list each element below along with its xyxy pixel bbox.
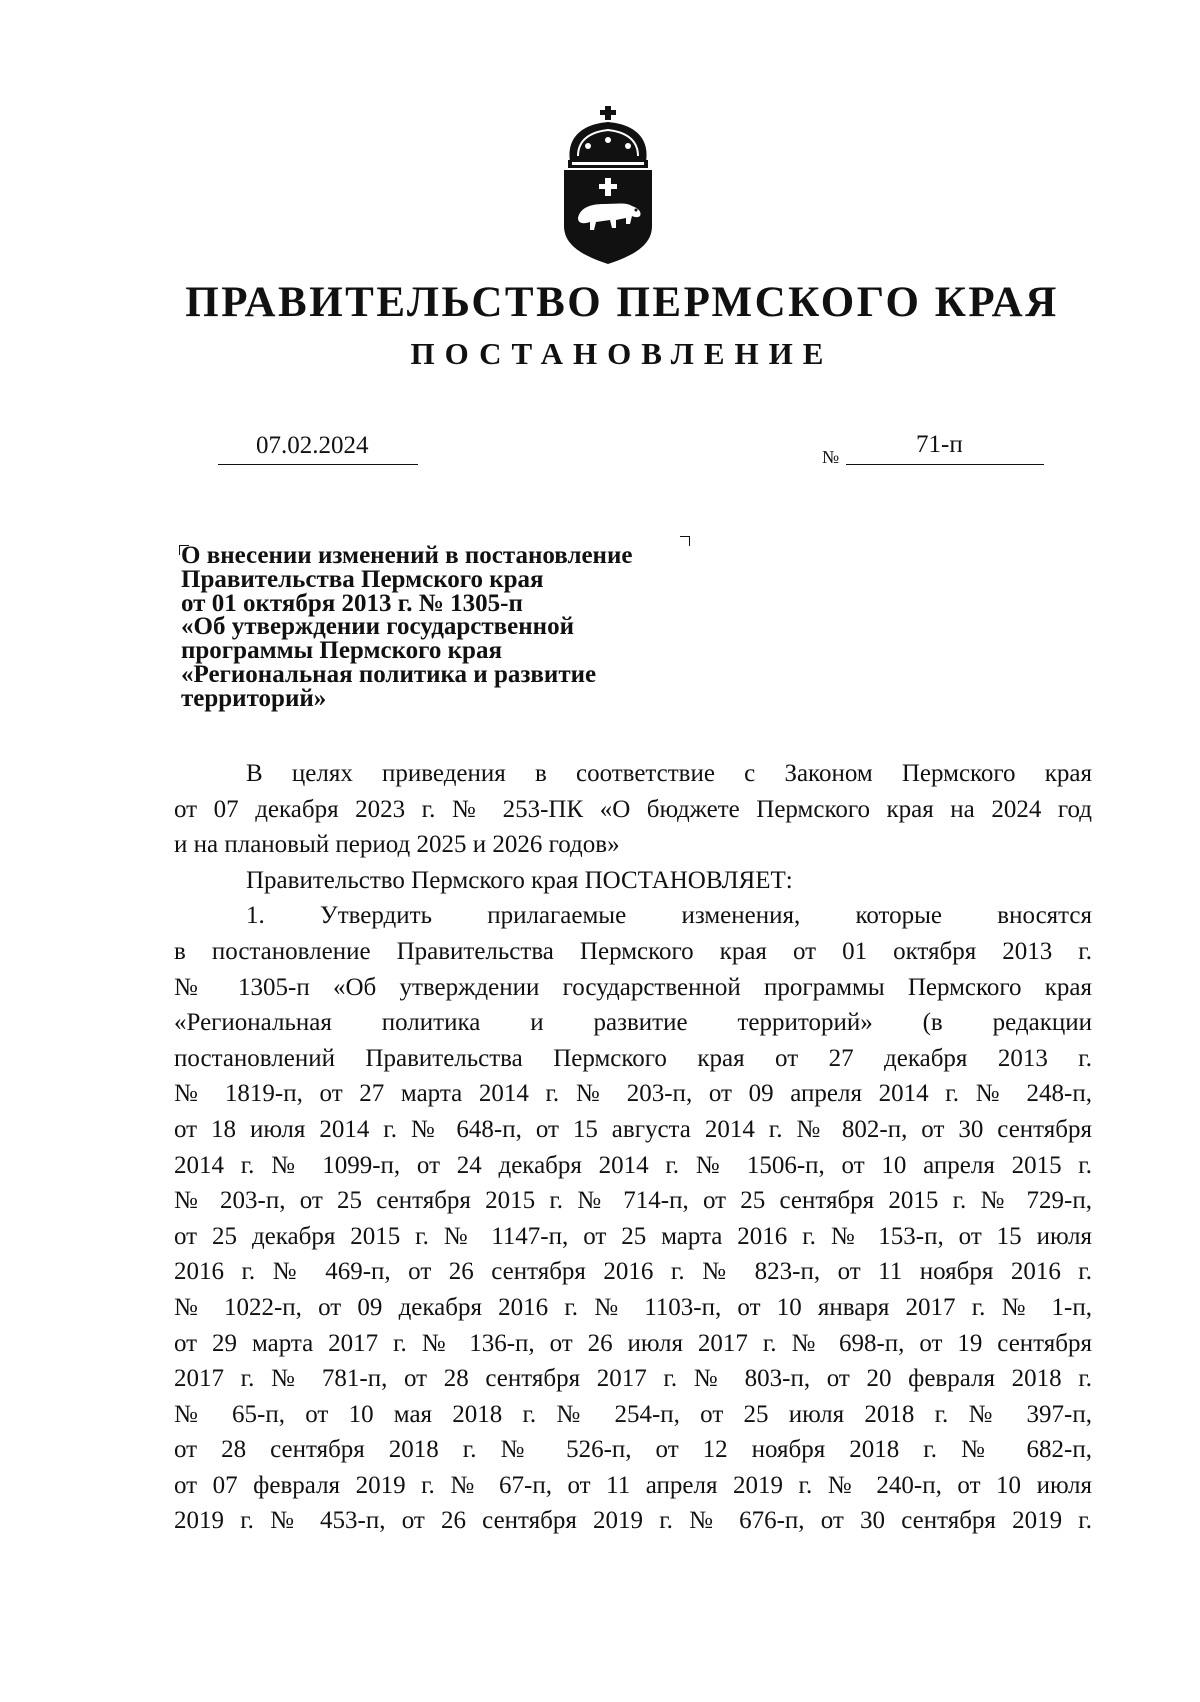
body-line: № 203-п, от 25 сентября 2015 г. № 714-п, от 25 сентября 2015 г. № 729-п, (174, 1187, 1092, 1215)
body-line: от 28 сентября 2018 г. № 526-п, от 12 ноября 2018 г. № 682-п, (174, 1436, 1092, 1464)
body-line: 2019 г. № 453-п, от 26 сентября 2019 г. № 676-п, от 30 сентября 2019 г. (174, 1507, 1092, 1535)
body-line: № 1022-п, от 09 декабря 2016 г. № 1103-п, от 10 января 2017 г. № 1-п, (174, 1293, 1092, 1321)
body-line: от 25 декабря 2015 г. № 1147-п, от 25 марта 2016 г. № 153-п, от 15 июля (174, 1222, 1092, 1250)
date-field (218, 432, 418, 465)
document-body (174, 756, 1092, 1539)
document-date: 07.02.2024 (256, 432, 369, 459)
subject-line: О внесении изменений в постановление (181, 542, 633, 569)
subject-line: Правительства Пермского края (181, 565, 544, 593)
body-line: № 1305-п «Об утверждении государственной программы Пермского края (174, 973, 1092, 1001)
subject-line: территорий» (181, 684, 327, 712)
body-line: «Региональная политика и развитие территорий» (в редакции (174, 1009, 1092, 1037)
subject-line: программы Пермского края (181, 637, 502, 665)
number-label: № (822, 447, 840, 467)
body-line: от 18 июля 2014 г. № 648-п, от 15 августа 2014 г. № 802-п, от 30 сентября (174, 1115, 1092, 1143)
subject-line: «Об утверждении государственной (181, 613, 574, 641)
subject-line: от 01 октября 2013 г. № 1305-п (181, 589, 523, 617)
body-line: от 07 декабря 2023 г. № 253-ПК «О бюджете Пермского края на 2024 год (174, 795, 1092, 823)
body-line: в постановление Правительства Пермского края от 01 октября 2013 г. (174, 937, 1092, 965)
number-field (846, 431, 1044, 465)
document-type: ПОСТАНОВЛЕНИЕ (410, 336, 834, 371)
subject-line: «Региональная политика и развитие (181, 660, 597, 688)
document-number: 71-п (916, 431, 963, 458)
body-line: от 29 марта 2017 г. № 136-п, от 26 июля 2017 г. № 698-п, от 19 сентября (174, 1329, 1092, 1357)
body-line: и на плановый период 2025 и 2026 годов» (174, 831, 620, 859)
body-line: 2014 г. № 1099-п, от 24 декабря 2014 г. № 1506-п, от 10 апреля 2015 г. (174, 1151, 1092, 1179)
body-line: 2017 г. № 781-п, от 28 сентября 2017 г. № 803-п, от 20 февраля 2018 г. (174, 1365, 1092, 1393)
body-line: Правительство Пермского края ПОСТАНОВЛЯЕТ: (246, 866, 793, 894)
body-line: постановлений Правительства Пермского края от 27 декабря 2013 г. (174, 1044, 1092, 1072)
body-line: № 65-п, от 10 мая 2018 г. № 254-п, от 25 июля 2018 г. № 397-п, (174, 1400, 1092, 1428)
coat-of-arms-icon (560, 106, 656, 264)
body-line: № 1819-п, от 27 марта 2014 г. № 203-п, от 09 апреля 2014 г. № 248-п, (174, 1080, 1092, 1108)
body-line: от 07 февраля 2019 г. № 67-п, от 11 апреля 2019 г. № 240-п, от 10 июля (174, 1471, 1092, 1499)
body-line: 1. Утвердить прилагаемые изменения, которые вносятся (246, 902, 1092, 930)
organization-title: ПРАВИТЕЛЬСТВО ПЕРМСКОГО КРАЯ (185, 279, 1059, 326)
body-line: В целях приведения в соответствие с Законом Пермского края (246, 760, 1092, 787)
body-line: 2016 г. № 469-п, от 26 сентября 2016 г. № 823-п, от 11 ноября 2016 г. (174, 1258, 1092, 1286)
document-subject (181, 544, 741, 711)
